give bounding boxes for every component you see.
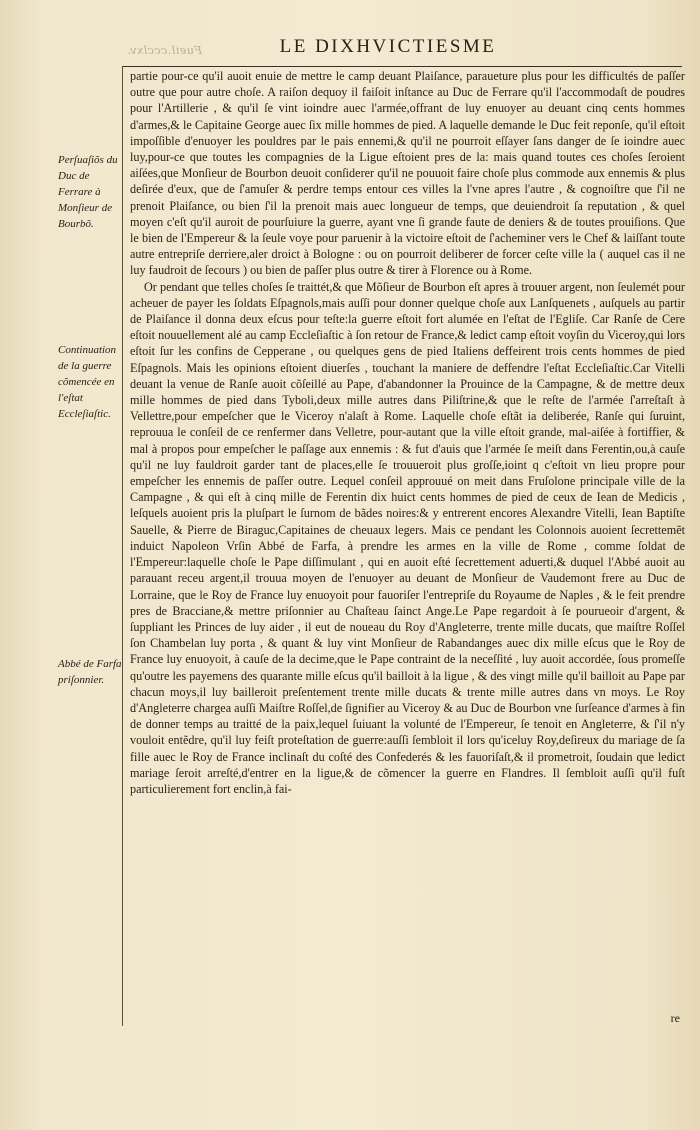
header-rule (122, 66, 682, 67)
body-text (130, 68, 685, 797)
margin-column-rule (122, 66, 123, 1026)
margin-note-continuation: Continuation de la guerre cõmencée en l'eſtat Eccleſiaſtic. (58, 344, 117, 420)
paragraph: Or pendant que telles choſes ſe traittét,& que Mõſieur de Bourbon eſt apres à trouuer argent, non ſeulemét pour acheuer de payer les ſoldats Eſpagnols,mais auſſi pour donner quelque choſe aux Lanſquenets , auſquels au partir de Plaiſance il donna deux eſcus pour teſte:la guerre eſtoit fort alumée en l'eſtat de l'Egliſe. Car Ranſe de Cere eſtoit nouuellement alé au camp Eccleſiaſtic à ſon retour de France,& ledict camp eſtoit voyſin du Viceroy,qui lors eſtoit ſur les confins de Cepperane , ou quelques gens de pied Italiens deffeirent trois cents hommes de pied Eſpagnols. Mais les opinions eſtoient diuerſes , touchant la maniere de deffendre l'eſtat Eccleſiaſtic.Car Vitelli deuant la venue de Ranſe auoit cõſeillé au Pape, d'abandonner la Prouince de la Campagne, & de mettre deux mille hommes de pied dans Tyboli,deux mille autres dans Piliſtrine,& que le reſte de l'armée ſ'arreſtaſt à Vellettre,pour empeſcher que le Viceroy n'alaſt à Rome. Laquelle choſe eſtãt ia deliberée, Ranſe qui ſuruint, reprouua le conſeil de ce renfermer dans Velletre, pour-autant que la ville eſtoit grande, mal-aiſée à fortiffier, & mal à propos pour empeſcher le paſſage aux ennemis : & fut d'auis que l'armée ſe meiſt dans Ferentin,ou,à cauſe qu'il ne luy fauldroit garder tant de places,elle ſe trouueroit plus groſſe,ioint q c'eſtoit vn lieu propre pour empeſcher les ennemis de paſſer outre. Lequel conſeil approuué on meit dans Fruſolone principale ville de la Campagne , & qui eſt à cinq mille de Ferentin dix huict cents hommes de pied de ceux de Iean de Medicis , leſquels auoient pris la pluſpart le ſurnom de bãdes noires:& y entrerent encores Alexandre Vitelli, Iean Baptiſte Sauelle, & Pierre de Biraguc,Capitaines de cheuaux legers. Mais ce pendant les Colonnois auoient ſecrettemẽt induict Napoleon Vrſin Abbé de Farfa, à prendre les armes en la ville de Rome , comme ſoldat de l'Empereur:laquelle choſe le Pape diſſimulant , qui en auoit eſté ſecrettement aduerti,& duquel l'Abbé auoit au parauant receu argent,il trouua moyen de l'enuoyer au deuant de Monſieur de Vaudemont frere au Duc de Lorraine, que le Roy de France luy enuoyoit pour fauoriſer l'entrepriſe du Royaume de Naples , & le feit prendre pres de Bracciane,& mettre priſonnier au Chaſteau ſainct Ange.Le Pape regardoit à ſe pourueoir d'argent, & ſuppliant les Princes de luy aider , il eut de noueau du Roy d'Angleterre, trente mille ducats, que maiſtre Roſſel ſon Chambelan luy porta , & quant & luy vint Monſieur de Rabandanges auec dix mille eſcus que le Roy de France luy enuoyoit, à cauſe de la decime,que le Pape contraint de la neceſſité , luy auoit accordée, ſous promeſſe qu'outre les payemens des quarante mille eſcus qu'il bailloit à la ligue , & des vingt mille qu'il bailloit au Pape par chacun moys,il luy bailleroit preſentement trente mille ducats & trente mille autres dans vn moys. Le Roy d'Angleterre chargea auſſi Maiſtre Roſſel,de ſignifier au Viceroy & au Duc de Bourbon vne ſurſeance d'armes à fin de donner temps au traitté de la paix,lequel ſuiuant la volunté de l'Empereur, ſe tenoit en Angleterre, & ſ'il n'y vouloit entẽdre, qu'il luy feiſt proteſtation de guerre:auſſi ſembloit il lors qu'iceluy Roy,deſireux du mariage de ſa fille auec le Roy de France inclinaſt du coſté des Confederés & les fauoriſaſt,& il prometroit, ſoudain que ledict mariage ſeroit arreſté,d'entrer en la ligue,& de cõmencer la guerre en Flandres. Il ſembloit auſſi qu'il fuſt particulierement fort enclin,à fai- (130, 279, 685, 796)
paragraph: partie pour-ce qu'il auoit enuie de mettre le camp deuant Plaiſance, paraueture plus pour les difficultés de paſſer outre que pour autre choſe. A raiſon dequoy il faiſoit inſtance au Duc de Ferrare qu'il l'accommodaſt de poudres pour l'Artillerie , & qu'il ſe vint ioindre auec l'armée,offrant de luy enuoyer au deuant cinq cents hommes d'armes,& le Capitaine George auec ſix mille hommes de pied. A laquelle demande le Duc feit reponſe, qu'il eſtoit impoſſible d'enuoyer les pouldres par le pais ennemi,& qu'il ne pourroit eſſayer ſans danger de ſe ioindre auec luy,pour-ce que toutes les compagnies de la Ligue eſtoient pres de la: mais quand toutes ces choſes ſeroient aiſées,que Monſieur de Bourbon deuoit conſiderer qu'il ne pouuoit faire choſe plus commode aux ennemis & plus deſirée d'eux, que de ſ'amuſer & perdre temps entour ces villes la l'vne apres l'autre , & cognoiſtre que ſ'il ne prenoit Plaiſance, ou bien ſ'il la prenoit mais auec longueur de temps, que deuiendroit ſa reputation , & quel moyen c'eſt qu'il auroit de pourſuiure la guerre, ayant vne ſi grande faute de deniers & de toutes prouiſions. Que le bien de l'Empereur & la ſeule voye pour paruenir à la victoire eſtoit de ſ'acheminer vers le Chef & laiſſant toute autre entrepriſe derriere,aler droict à Bologne : ou on pourroit deliberer de forcer ceſte ville la ( auquel cas il ne luy faudroit de ſecours ) ou bien de paſſer plus outre & tirer à Florence ou à Rome. (130, 69, 685, 278)
margin-note-farfa: Abbé de Farfa priſonnier. (58, 658, 122, 686)
catchword: re (670, 1011, 680, 1025)
folio-number: Fueil.ccclxv. (127, 44, 202, 57)
running-head: LE DIXHVICTIESME (279, 36, 497, 57)
margin-note-ferrare: Perſuaſiõs du Duc de Ferrare à Monſieur de Bourbõ. (58, 154, 118, 230)
